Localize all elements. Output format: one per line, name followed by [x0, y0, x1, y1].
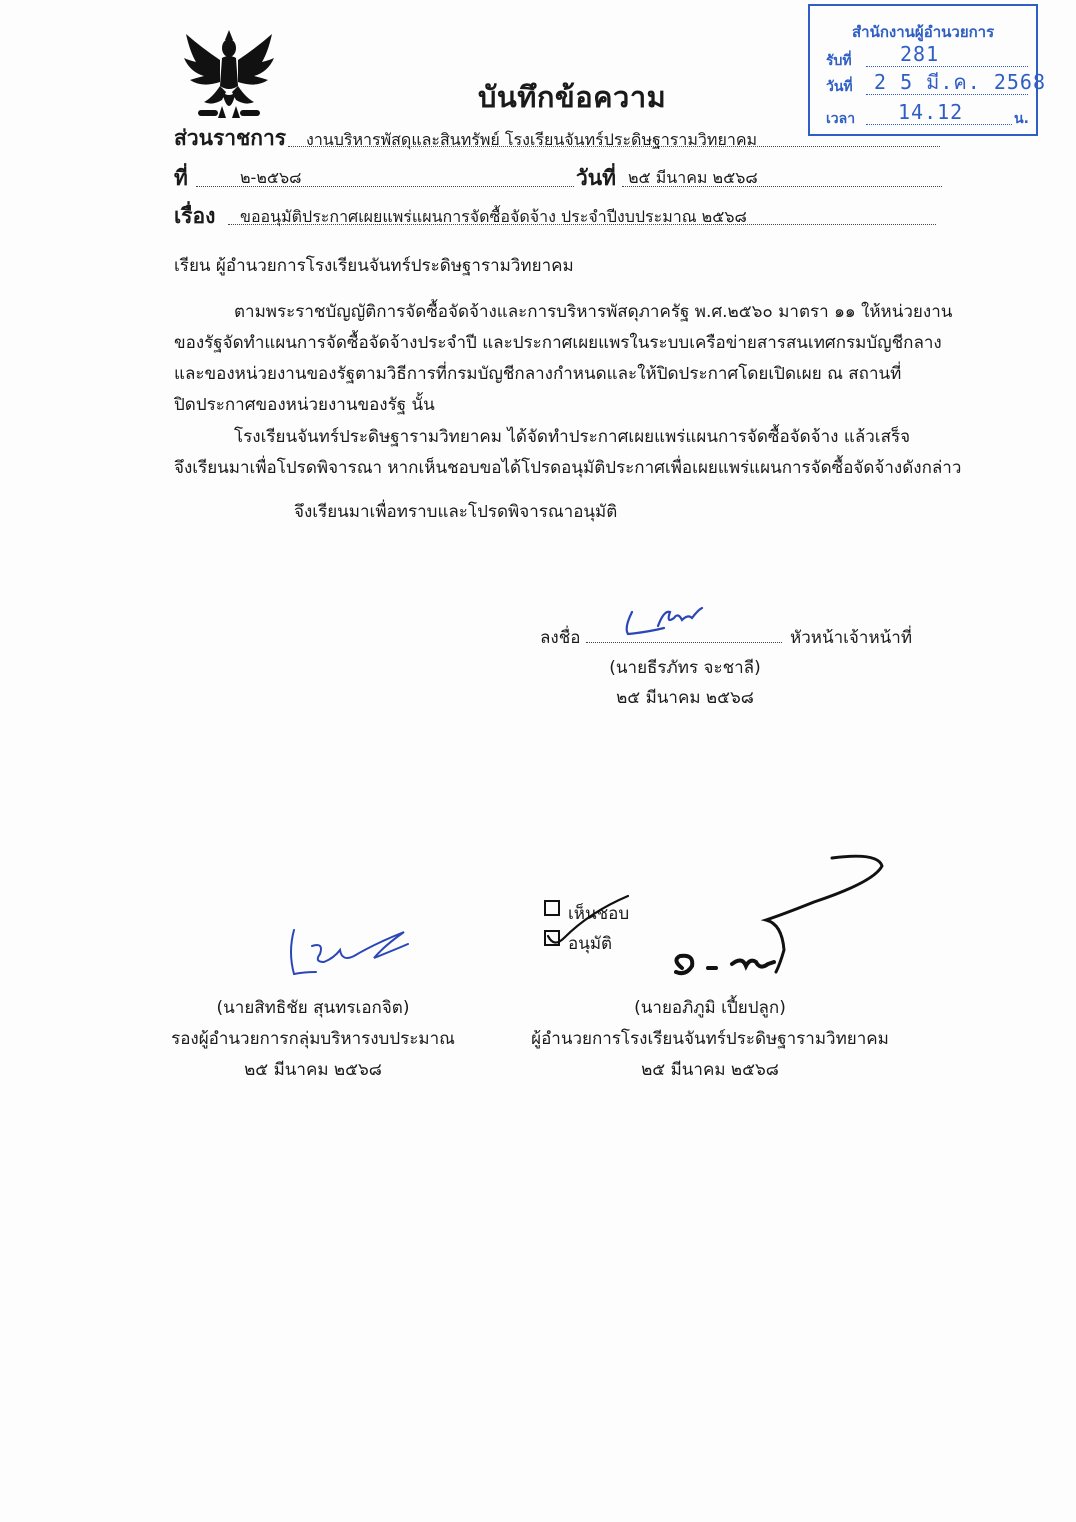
stamp-receive-label: รับที่: [826, 53, 852, 69]
paragraph-1-line-1: ตามพระราชบัญญัติการจัดซื้อจัดจ้างและการบริหารพัสดุภาครัฐ พ.ศ.๒๕๖๐ มาตรา ๑๑ ให้หน่วยงาน: [234, 302, 953, 322]
stamp-time-unit: น.: [1014, 111, 1029, 127]
doc-no-value: ๒-๒๕๖๘: [240, 168, 302, 187]
paragraph-1-line-2: ของรัฐจัดทำแผนการจัดซื้อจัดจ้างประจำปี และประกาศเผยแพรในระบบเครือข่ายสารสนเทศกรมบัญชีกลาง: [174, 333, 942, 353]
paragraph-1-line-4: ปิดประกาศของหน่วยงานของรัฐ นั้น: [174, 395, 435, 415]
receipt-stamp: [808, 4, 1047, 136]
stamp-date-value: 2 5 มี.ค. 2568: [874, 70, 1047, 94]
officer-sign-label: ลงชื่อ: [540, 628, 581, 648]
deputy-date: ๒๕ มีนาคม ๒๕๖๘: [244, 1060, 382, 1080]
stamp-time-value: 14.12: [898, 100, 964, 124]
officer-date: ๒๕ มีนาคม ๒๕๖๘: [616, 688, 754, 708]
officer-signature: [618, 604, 710, 644]
subject-label: เรื่อง: [174, 204, 216, 228]
director-name: (นายอภิภูมิ เปี้ยปลูก): [634, 998, 786, 1018]
stamp-time-line: [866, 124, 1012, 125]
stamp-date-label: วันที่: [826, 79, 853, 95]
deputy-name: (นายสิทธิชัย สุนทรเอกจิต): [216, 998, 410, 1018]
doc-date-value: ๒๕ มีนาคม ๒๕๖๘: [628, 168, 758, 187]
stamp-time-label: เวลา: [826, 111, 856, 127]
stamp-receive-number: 281: [900, 42, 940, 66]
director-date: ๒๕ มีนาคม ๒๕๖๘: [641, 1060, 779, 1080]
salutation: เรียน ผู้อำนวยการโรงเรียนจันทร์ประดิษฐารามวิทยาคม: [174, 256, 574, 276]
officer-name: (นายธีรภัทร จะชาลี): [609, 658, 761, 678]
director-position: ผู้อำนวยการโรงเรียนจันทร์ประดิษฐารามวิทยาคม: [531, 1029, 889, 1049]
deputy-position: รองผู้อำนวยการกลุ่มบริหารงบประมาณ: [171, 1029, 455, 1049]
subject-value: ขออนุมัติประกาศเผยแพร่แผนการจัดซื้อจัดจ้าง ประจำปีงบประมาณ ๒๕๖๘: [240, 207, 747, 226]
dept-label: ส่วนราชการ: [174, 126, 287, 150]
paragraph-1-line-3: และของหน่วยงานของรัฐตามวิธีการที่กรมบัญชีกลางกำหนดและให้ปิดประกาศโดยเปิดเผย ณ สถานที่: [174, 364, 902, 384]
doc-no-label: ที่: [174, 166, 188, 190]
dept-value: งานบริหารพัสดุและสินทรัพย์ โรงเรียนจันทร์ประดิษฐารามวิทยาคม: [306, 130, 758, 149]
doc-date-label: วันที่: [576, 166, 616, 190]
stamp-title: สำนักงานผู้อำนวยการ: [852, 23, 995, 41]
approve-check-mark: [540, 890, 636, 950]
approve-label: อนุมัติ: [568, 934, 613, 954]
closing-line: จึงเรียนมาเพื่อทราบและโปรดพิจารณาอนุมัติ: [294, 502, 618, 522]
memo-title: บันทึกข้อความ: [478, 80, 667, 114]
agree-label: เห็นชอบ: [568, 904, 630, 924]
paragraph-2-line-2: จึงเรียนมาเพื่อโปรดพิจารณา หากเห็นชอบขอได้โปรดอนุมัติประกาศเพื่อเผยแพร่แผนการจัดซื้อจัดจ้างดังกล่าว: [174, 458, 962, 478]
officer-position: หัวหน้าเจ้าหน้าที่: [790, 628, 913, 648]
paragraph-2-line-1: โรงเรียนจันทร์ประดิษฐารามวิทยาคม ได้จัดทำประกาศเผยแพร่แผนการจัดซื้อจัดจ้าง แล้วเสร็จ: [234, 427, 911, 447]
deputy-signature: [284, 922, 414, 982]
garuda-emblem-icon: [182, 28, 276, 124]
director-signature: [664, 852, 890, 984]
